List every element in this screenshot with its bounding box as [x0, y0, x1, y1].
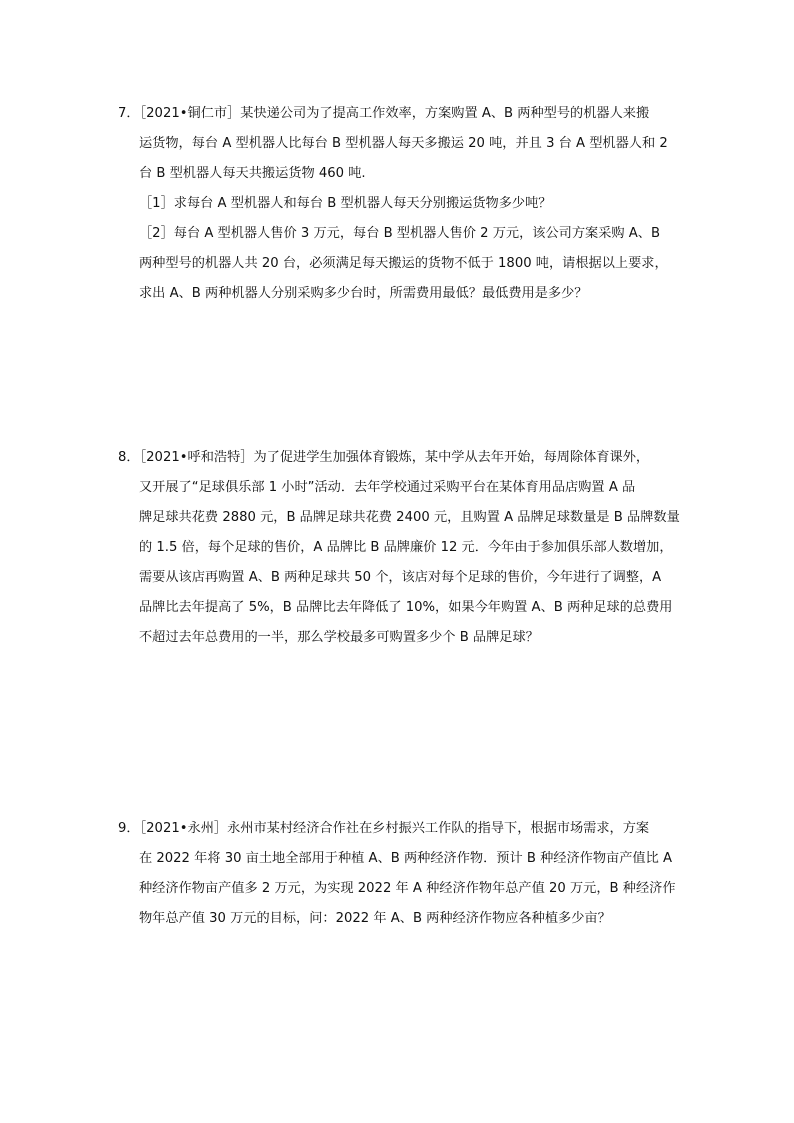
problem-7-part-1: ［1］求每台 A 型机器人和每台 B 型机器人每天分别搬运货物多少吨？	[139, 196, 552, 211]
problem-7-part-2-line-1: ［2］每台 A 型机器人售价 3 万元，每台 B 型机器人售价 2 万元，该公司方案采购 A、B	[139, 226, 661, 241]
problem-7-part-2-line-2: 两种型号的机器人共 20 台，必须满足每天搬运的货物不低于 1800 吨，请根据以上要求，	[139, 256, 668, 271]
problem-7	[118, 99, 678, 309]
problem-8	[118, 443, 678, 653]
problem-7-line-3: 台 B 型机器人每天共搬运货物 460 吨.	[139, 166, 366, 181]
problem-9-line-4: 物年总产值 30 万元的目标，问：2022 年 A、B 两种经济作物应各种植多少亩？	[139, 911, 611, 926]
problem-8-line-6: 品牌比去年提高了 5%，B 品牌比去年降低了 10%，如果今年购置 A、B 两种足球的总费用	[139, 600, 673, 615]
problem-8-line-7: 不超过去年总费用的一半，那么学校最多可购置多少个 B 品牌足球？	[139, 630, 539, 645]
problem-9-line-3: 种经济作物亩产值多 2 万元，为实现 2022 年 A 种经济作物年总产值 20 万元，B 种经济作	[139, 881, 676, 896]
problem-8-line-1: 8．［2021•呼和浩特］为了促进学生加强体育锻炼，某中学从去年开始，每周除体育课外，	[118, 450, 650, 465]
problem-8-line-3: 牌足球共花费 2880 元，B 品牌足球共花费 2400 元，且购置 A 品牌足球数量是 B 品牌数量	[139, 510, 680, 525]
problem-7-part-2-line-3: 求出 A、B 两种机器人分别采购多少台时，所需费用最低？最低费用是多少？	[139, 286, 588, 301]
problem-8-line-5: 需要从该店再购置 A、B 两种足球共 50 个，该店对每个足球的售价，今年进行了调整，A	[139, 570, 662, 585]
problem-8-line-2: 又开展了“足球俱乐部 1 小时”活动．去年学校通过采购平台在某体育用品店购置 A 品	[139, 480, 636, 495]
problem-9-line-1: 9．［2021•永州］永州市某村经济合作社在乡村振兴工作队的指导下，根据市场需求，方案	[118, 821, 650, 836]
problem-9-line-2: 在 2022 年将 30 亩土地全部用于种植 A、B 两种经济作物．预计 B 种经济作物亩产值比 A	[139, 851, 673, 866]
problem-8-line-4: 的 1.5 倍，每个足球的售价，A 品牌比 B 品牌廉价 12 元．今年由于参加俱乐部人数增加，	[139, 540, 673, 555]
problem-7-line-2: 运货物，每台 A 型机器人比每台 B 型机器人每天多搬运 20 吨，并且 3 台 A 型机器人和 2	[139, 136, 668, 151]
problem-9	[118, 814, 678, 934]
problem-7-line-1: 7．［2021•铜仁市］某快递公司为了提高工作效率，方案购置 A、B 两种型号的机器人来搬	[118, 106, 650, 121]
